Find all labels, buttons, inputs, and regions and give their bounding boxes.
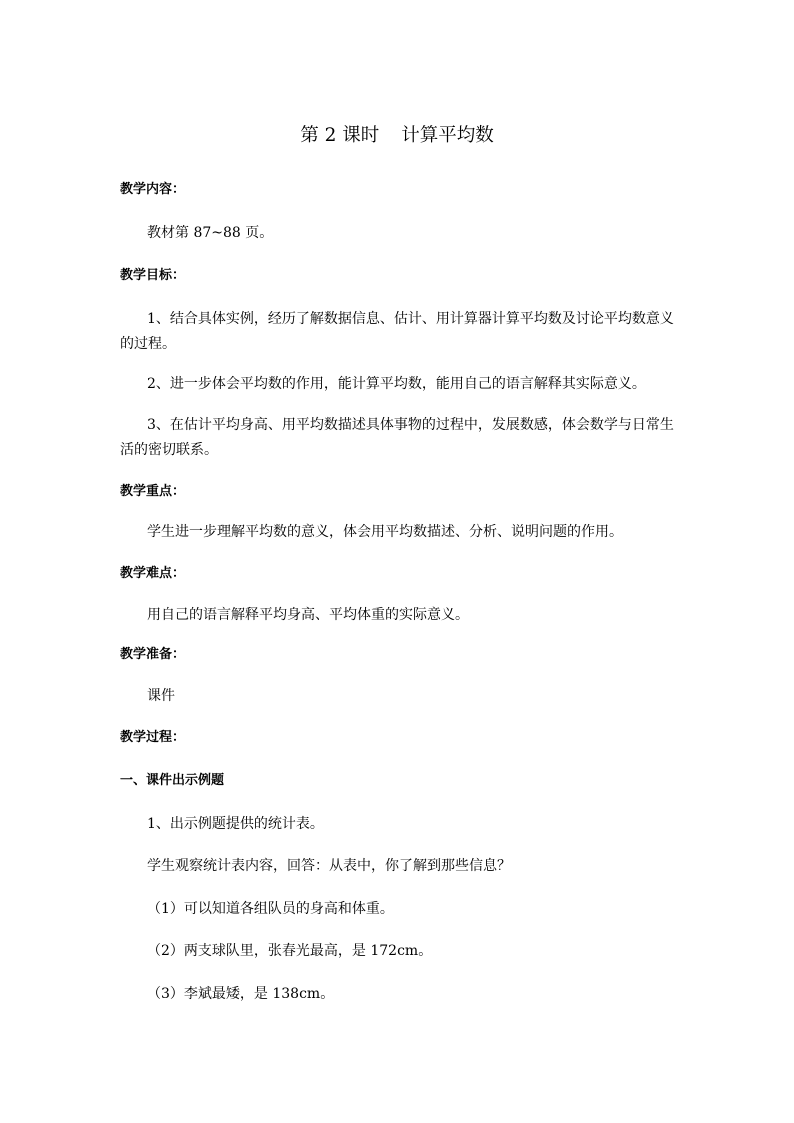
answer-2: （2）两支球队里，张春光最高，是 172cm。 — [147, 943, 433, 959]
key-heading: 教学重点： — [120, 484, 186, 499]
part-1-heading: 一、课件出示例题 — [120, 773, 225, 788]
answer-1: （1）可以知道各组队员的身高和体重。 — [147, 901, 394, 917]
goal-3-line-2: 活的密切联系。 — [120, 442, 218, 458]
prep-text: 课件 — [147, 688, 175, 704]
key-text: 学生进一步理解平均数的意义，体会用平均数描述、分析、说明问题的作用。 — [147, 524, 623, 540]
difficulty-heading: 教学难点： — [120, 566, 186, 581]
lesson-number: 第 2 课时 — [300, 125, 380, 146]
process-heading: 教学过程： — [120, 730, 186, 745]
goals-heading: 教学目标： — [120, 268, 186, 283]
goal-1-line-1: 1、结合具体实例，经历了解数据信息、估计、用计算器计算平均数及讨论平均数意义 — [147, 311, 674, 327]
difficulty-text: 用自己的语言解释平均身高、平均体重的实际意义。 — [147, 607, 469, 623]
goal-2: 2、进一步体会平均数的作用，能计算平均数，能用自己的语言解释其实际意义。 — [147, 376, 646, 392]
goal-3-line-1: 3、在估计平均身高、用平均数描述具体事物的过程中，发展数感，体会数学与日常生 — [147, 417, 674, 433]
answer-3: （3）李斌最矮，是 138cm。 — [147, 986, 335, 1002]
step-1: 1、出示例题提供的统计表。 — [147, 816, 324, 832]
content-heading: 教学内容： — [120, 182, 186, 197]
step-observe: 学生观察统计表内容，回答：从表中，你了解到那些信息？ — [147, 858, 511, 874]
prep-heading: 教学准备： — [120, 647, 186, 662]
content-text: 教材第 87~88 页。 — [147, 225, 274, 241]
goal-1-line-2: 的过程。 — [120, 336, 176, 352]
page-title — [0, 124, 794, 148]
lesson-topic: 计算平均数 — [401, 125, 494, 146]
